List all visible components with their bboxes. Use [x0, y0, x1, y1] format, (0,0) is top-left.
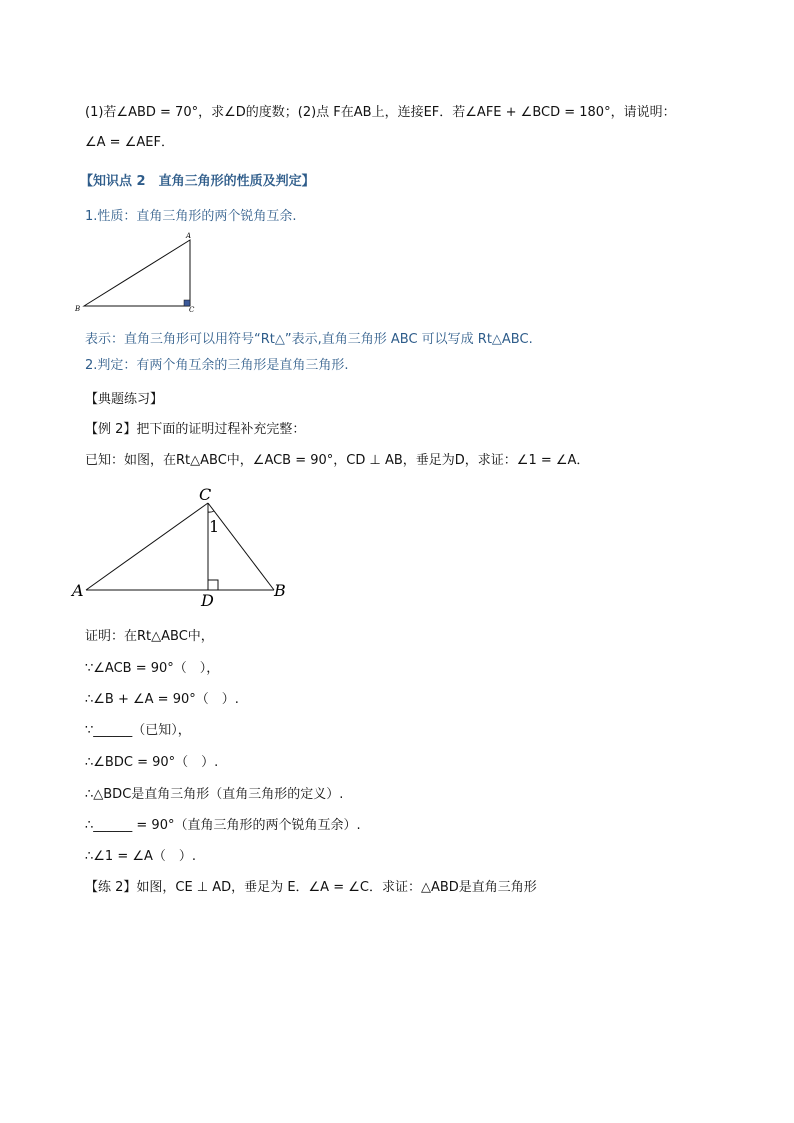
proof-line-3: ∵______（已知）， — [85, 723, 191, 738]
practice-2-statement: 【练 2】如图，CE ⊥ AD，垂足为 E．∠A = ∠C．求证：△ABD是直角三角形 — [85, 880, 537, 895]
proof-line-4: ∴∠BDC = 90°（ ）. — [85, 755, 219, 770]
angle-label-1: 1 — [209, 517, 220, 536]
vertex-label-d2: D — [201, 591, 214, 608]
right-angle-marker-d — [208, 580, 218, 590]
given-statement: 已知：如图，在Rt△ABC中，∠ACB = 90°，CD ⊥ AB，垂足为D，求证：∠1 = ∠A． — [85, 453, 590, 468]
vertex-label-b2: B — [274, 581, 286, 600]
vertex-label-b: B — [75, 305, 81, 313]
practice-heading: 【典题练习】 — [85, 392, 164, 407]
property-line — [85, 208, 297, 226]
question-line-2: ∠A = ∠AEF． — [85, 135, 174, 150]
notation-line: 表示：直角三角形可以用符号“Rt△”表示,直角三角形 ABC 可以写成 Rt△ABC. — [85, 332, 533, 347]
triangle-altitude-figure — [66, 484, 296, 608]
vertex-label-c2: C — [199, 485, 212, 504]
proof-line-6: ∴______ = 90°（直角三角形的两个锐角互余）. — [85, 818, 361, 833]
vertex-label-c: C — [189, 306, 195, 314]
proof-line-0: 证明：在Rt△ABC中， — [85, 629, 214, 644]
judgement-line: 2.判定：有两个角互余的三角形是直角三角形. — [85, 358, 349, 373]
knowledge-point-heading: 【知识点 2 直角三角形的性质及判定】 — [80, 174, 315, 189]
right-triangle-figure — [70, 228, 210, 318]
proof-line-7: ∴∠1 = ∠A（ ）. — [85, 849, 197, 864]
question-line-1: (1)若∠ABD = 70°，求∠D的度数；(2)点 F在AB上，连接EF．若∠AFE + ∠BCD = 180°，请说明： — [85, 105, 676, 120]
proof-line-2: ∴∠B + ∠A = 90°（ ）. — [85, 692, 239, 707]
vertex-label-a: A — [186, 232, 192, 240]
property-text: 1.性质：直角三角形的两个锐角互余. — [85, 209, 297, 224]
proof-line-5: ∴△BDC是直角三角形（直角三角形的定义）. — [85, 787, 344, 802]
angle-1-arc — [208, 511, 214, 512]
example-2-heading: 【例 2】把下面的证明过程补充完整： — [85, 422, 306, 437]
triangle-abc — [84, 240, 190, 306]
vertex-label-a2: A — [72, 581, 84, 600]
proof-line-1: ∵∠ACB = 90°（ ）， — [85, 661, 220, 676]
